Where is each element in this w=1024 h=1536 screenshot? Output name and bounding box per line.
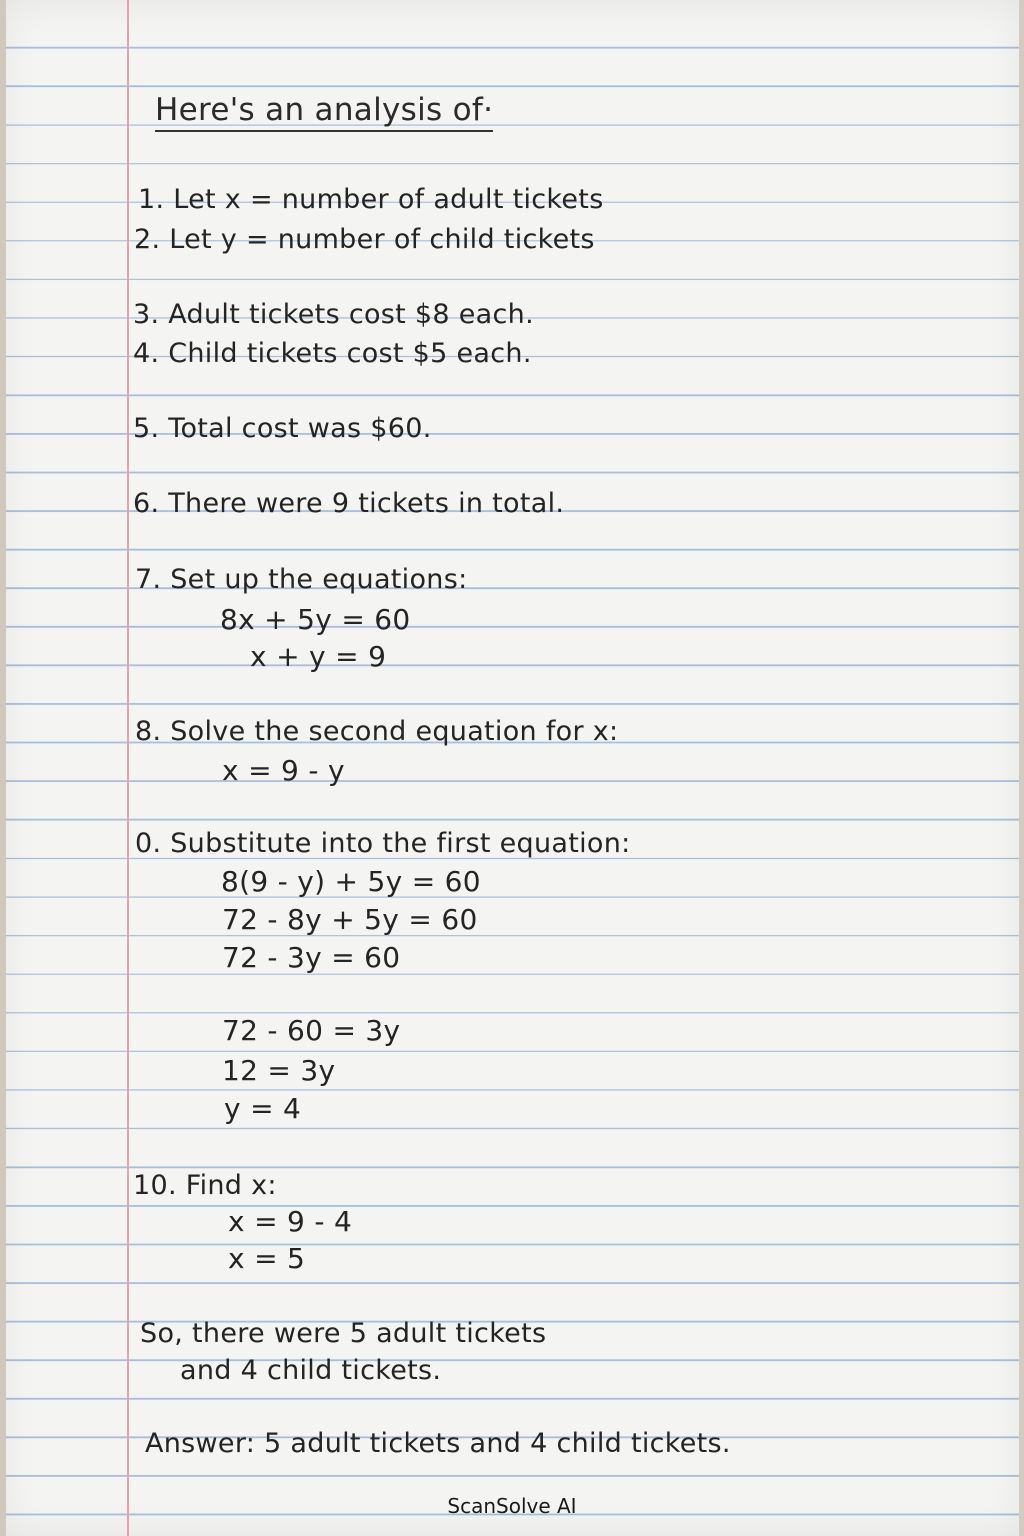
step-5: 5. Total cost was $60. xyxy=(133,413,432,444)
equation-line: 72 - 60 = 3y xyxy=(222,1014,401,1047)
step-6: 6. There were 9 tickets in total. xyxy=(133,488,565,519)
final-answer: Answer: 5 adult tickets and 4 child tickets. xyxy=(145,1428,731,1459)
equation-line: x = 9 - 4 xyxy=(228,1205,353,1238)
step-7: 7. Set up the equations: xyxy=(135,564,468,595)
margin-line xyxy=(127,0,129,1536)
equation-line: 8(9 - y) + 5y = 60 xyxy=(221,865,481,898)
step-1: 1. Let x = number of adult tickets xyxy=(138,184,604,215)
footer-watermark: ScanSolve AI xyxy=(447,1494,577,1518)
step-2: 2. Let y = number of child tickets xyxy=(134,224,595,255)
step-3: 3. Adult tickets cost $8 each. xyxy=(133,299,534,330)
equation-line: 72 - 3y = 60 xyxy=(222,941,401,974)
page-title: Here's an analysis of· xyxy=(155,95,493,132)
step-10: 10. Find x: xyxy=(133,1170,277,1201)
paper-left-edge xyxy=(0,0,6,1536)
equation-line: 8x + 5y = 60 xyxy=(220,603,411,636)
step-4: 4. Child tickets cost $5 each. xyxy=(133,338,532,369)
conclusion-line: So, there were 5 adult tickets xyxy=(140,1318,547,1349)
equation-line: x + y = 9 xyxy=(250,640,387,673)
equation-line: y = 4 xyxy=(224,1092,302,1125)
paper-right-edge xyxy=(1019,0,1024,1536)
conclusion-line: and 4 child tickets. xyxy=(180,1355,442,1386)
equation-line: 72 - 8y + 5y = 60 xyxy=(222,903,478,936)
equation-line: x = 9 - y xyxy=(222,754,345,787)
equation-line: x = 5 xyxy=(228,1242,306,1275)
step-8: 8. Solve the second equation for x: xyxy=(135,716,619,747)
step-9: 0. Substitute into the first equation: xyxy=(135,828,631,859)
equation-line: 12 = 3y xyxy=(222,1054,336,1087)
